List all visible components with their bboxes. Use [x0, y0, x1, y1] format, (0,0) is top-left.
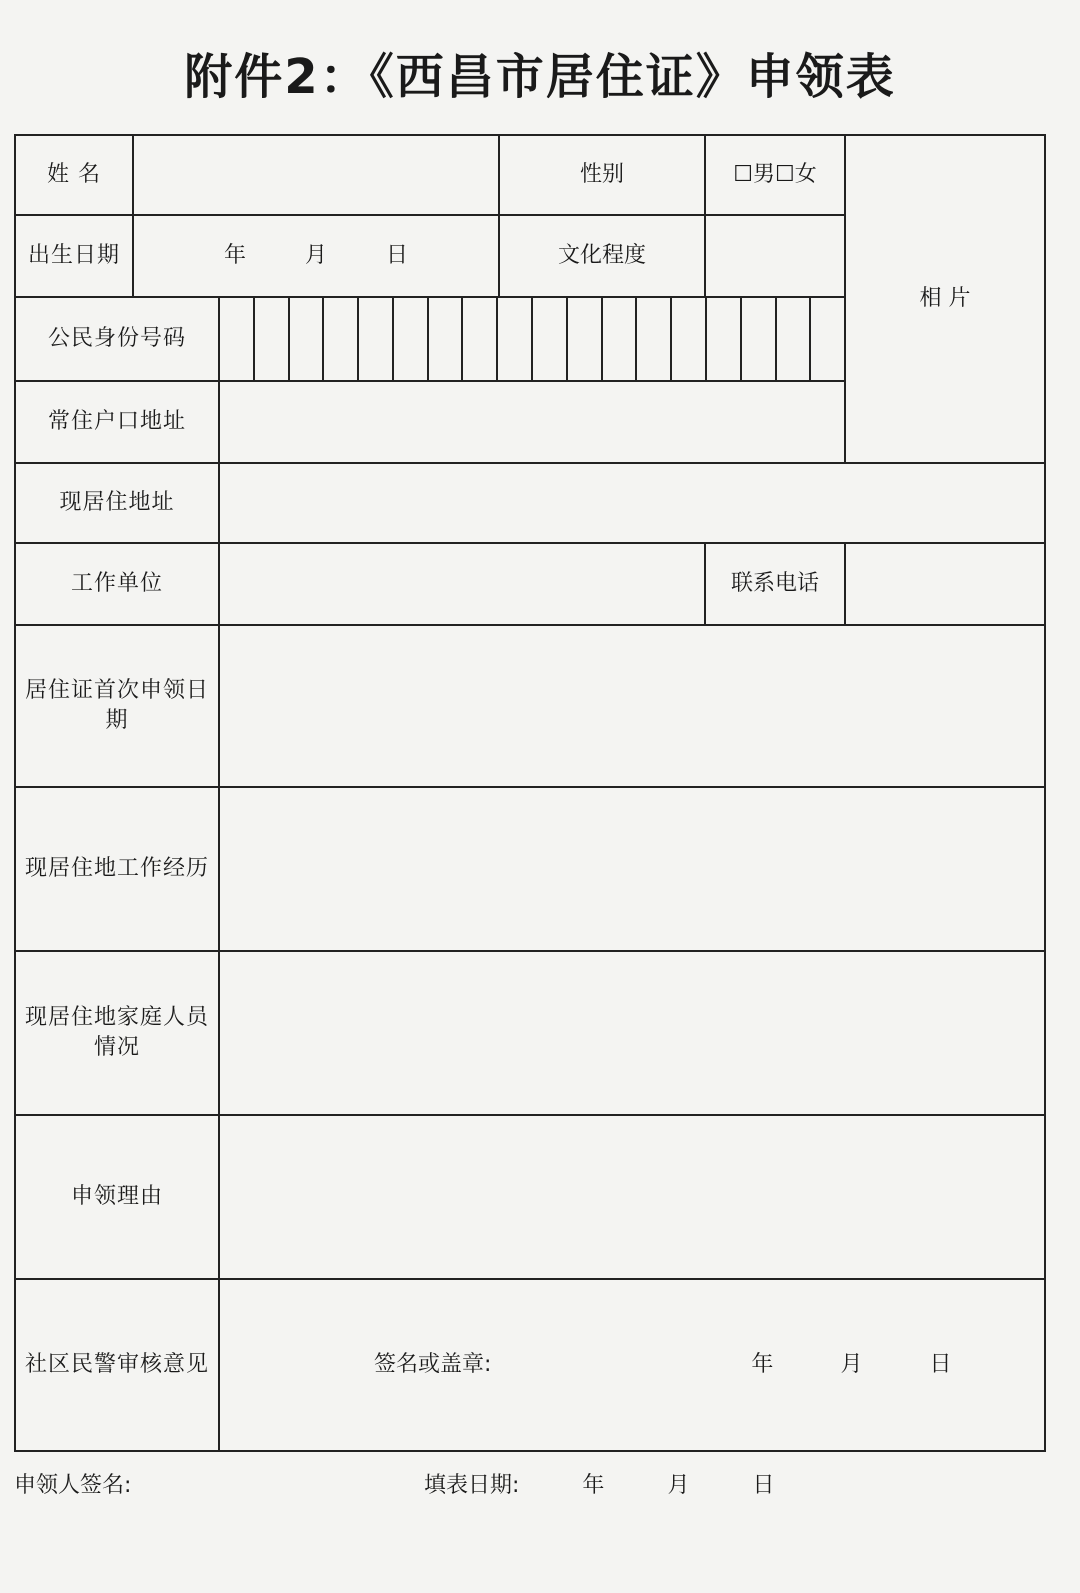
photo-box[interactable]	[845, 135, 1045, 463]
id-digit-box[interactable]	[255, 298, 290, 380]
fill-date-label: 填表日期:	[424, 1473, 520, 1498]
applicant-signature-label: 申领人签名:	[14, 1473, 132, 1498]
phone-field[interactable]	[845, 543, 1045, 625]
id-digit-box[interactable]	[220, 298, 255, 380]
fill-day: 日	[752, 1473, 775, 1498]
id-digit-box[interactable]	[811, 298, 844, 380]
fill-month: 月	[667, 1473, 690, 1498]
name-field[interactable]	[133, 135, 499, 215]
id-digit-box[interactable]	[777, 298, 812, 380]
id-digit-box[interactable]	[394, 298, 429, 380]
review-date	[721, 1350, 981, 1380]
id-digit-box[interactable]	[533, 298, 568, 380]
name-label: 姓 名	[15, 135, 133, 215]
id-digit-box[interactable]	[359, 298, 394, 380]
id-digit-box[interactable]	[707, 298, 742, 380]
registered-address-field[interactable]	[219, 381, 845, 463]
police-review-field[interactable]	[219, 1279, 1045, 1451]
id-digit-box[interactable]	[290, 298, 325, 380]
id-digit-box[interactable]	[568, 298, 603, 380]
id-digit-boxes	[220, 298, 844, 380]
id-number-field[interactable]	[219, 297, 845, 381]
photo-label: 相 片	[919, 286, 971, 311]
id-digit-box[interactable]	[429, 298, 464, 380]
fill-year: 年	[582, 1473, 605, 1498]
id-number-label: 公民身份号码	[15, 297, 219, 381]
phone-label: 联系电话	[705, 543, 845, 625]
review-year: 年	[751, 1352, 774, 1377]
education-field[interactable]	[705, 215, 845, 297]
education-label: 文化程度	[499, 215, 705, 297]
registered-address-label: 常住户口地址	[15, 381, 219, 463]
family-label: 现居住地家庭人员情况	[15, 951, 219, 1115]
employer-label: 工作单位	[15, 543, 219, 625]
birth-year: 年	[223, 243, 246, 268]
review-month: 月	[840, 1352, 863, 1377]
id-digit-box[interactable]	[324, 298, 359, 380]
current-address-label: 现居住地址	[15, 463, 219, 543]
work-history-label: 现居住地工作经历	[15, 787, 219, 951]
page-title: 附件2：《西昌市居住证》申领表	[184, 49, 896, 105]
gender-options[interactable]: ☐男☐女	[705, 135, 845, 215]
id-digit-box[interactable]	[742, 298, 777, 380]
first-apply-date-field[interactable]	[219, 625, 1045, 787]
sign-or-stamp-label: 签名或盖章:	[374, 1352, 492, 1377]
id-digit-box[interactable]	[498, 298, 533, 380]
gender-label: 性别	[499, 135, 705, 215]
id-digit-box[interactable]	[603, 298, 638, 380]
id-digit-box[interactable]	[463, 298, 498, 380]
current-address-field[interactable]	[219, 463, 1045, 543]
work-history-field[interactable]	[219, 787, 1045, 951]
employer-field[interactable]	[219, 543, 705, 625]
fill-date	[424, 1468, 774, 1499]
id-digit-box[interactable]	[672, 298, 707, 380]
birth-month: 月	[304, 243, 327, 268]
first-apply-date-label: 居住证首次申领日期	[15, 625, 219, 787]
form-footer	[14, 1468, 1044, 1502]
review-day: 日	[929, 1352, 952, 1377]
application-form-table	[14, 134, 1046, 1452]
reason-label: 申领理由	[15, 1115, 219, 1279]
birth-label: 出生日期	[15, 215, 133, 297]
birth-day: 日	[386, 243, 409, 268]
birth-field[interactable]	[133, 215, 499, 297]
reason-field[interactable]	[219, 1115, 1045, 1279]
id-digit-box[interactable]	[637, 298, 672, 380]
family-field[interactable]	[219, 951, 1045, 1115]
police-review-label: 社区民警审核意见	[15, 1279, 219, 1451]
